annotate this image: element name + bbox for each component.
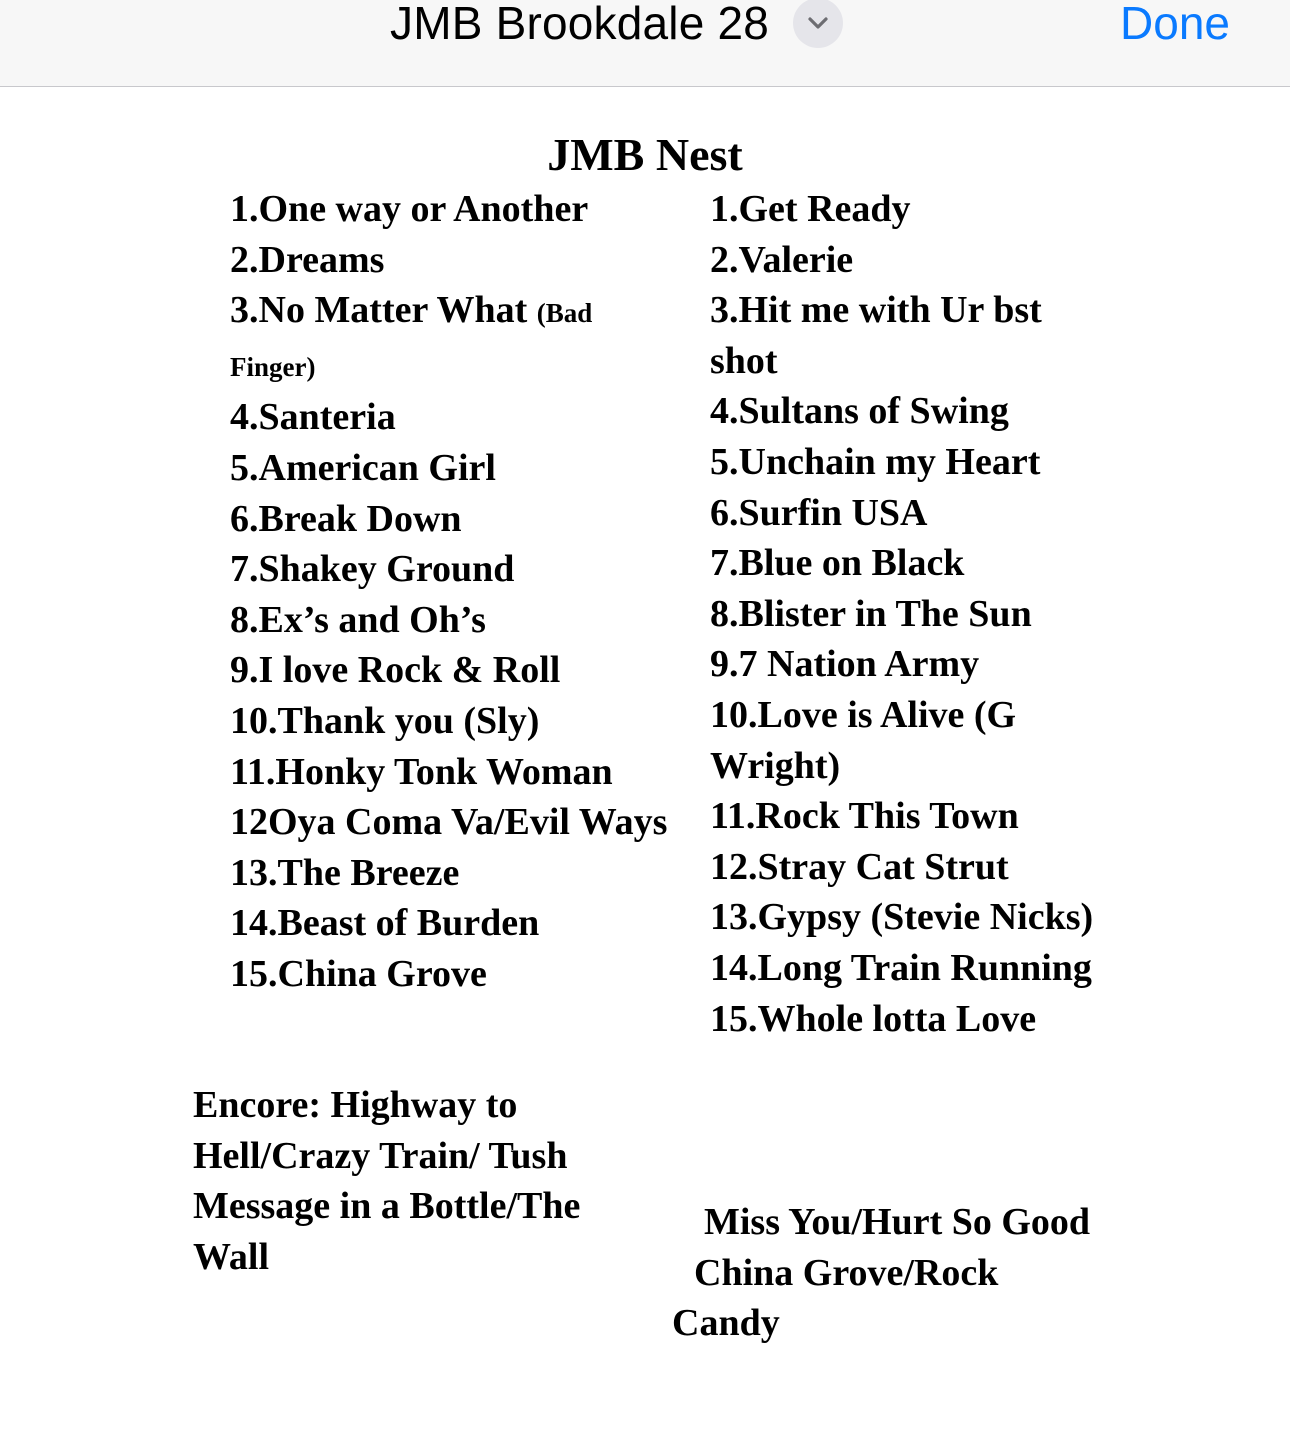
list-item: 1.Get Ready [710,188,911,230]
list-item: 2.Dreams [230,238,385,281]
list-item: 4.Sultans of Swing [710,390,1009,433]
list-item: 7.Shakey Ground [230,548,515,591]
list-item: 12.Stray Cat Strut [710,845,1009,888]
list-item: Miss You/Hurt So Good [704,1201,1091,1243]
navigation-bar [0,0,1290,87]
setlist-heading: JMB Nest [547,129,743,180]
list-item: 4.Santeria [230,396,396,439]
document-title[interactable]: JMB Brookdale 28 [390,0,770,49]
left-setlist [230,184,670,1000]
list-item: 3.Hit me with Ur bst shot [710,289,1042,382]
right-setlist [710,184,1100,1044]
list-item: 15.Whole lotta Love [710,997,1037,1040]
list-item: 9.I love Rock & Roll [230,649,561,692]
list-item: 1.One way or Another [230,188,589,230]
song-title: 3.No Matter What [230,289,528,332]
document-preview [0,87,1290,1452]
list-item: 9.7 Nation Army [710,643,980,686]
list-item: 6.Break Down [230,497,462,540]
list-item [230,285,670,392]
list-item: 11.Honky Tonk Woman [230,750,613,793]
done-button[interactable]: Done [1120,0,1230,49]
extra-songs [672,1197,1092,1349]
list-item: 12Oya Coma Va/Evil Ways [230,801,668,844]
list-item: 7.Blue on Black [710,542,965,585]
list-item: 2.Valerie [710,238,854,281]
list-item: China Grove/Rock Candy [672,1251,999,1345]
encore-text: Encore: Highway to Hell/Crazy Train/ Tush Message in a Bottle/The Wall [193,1084,581,1278]
list-item: 10.Love is Alive (G Wright) [710,693,1017,787]
title-menu[interactable] [390,0,843,58]
list-item: 13.Gypsy (Stevie Nicks) [710,896,1094,939]
list-item: 6.Surfin USA [710,491,928,534]
list-item: 8.Blister in The Sun [710,592,1032,635]
list-item: 5.Unchain my Heart [710,440,1041,483]
title-menu-button[interactable] [793,0,843,48]
list-item: 15.China Grove [230,952,487,995]
list-item: 5.American Girl [230,446,496,489]
list-item: 13.The Breeze [230,851,460,894]
list-item: 8.Ex’s and Oh’s [230,598,486,641]
list-item: 10.Thank you (Sly) [230,699,540,742]
list-item: 11.Rock This Town [710,795,1019,838]
chevron-down-icon [807,16,829,30]
song-note: (Bad Finger) [230,298,593,382]
list-item: 14.Beast of Burden [230,902,540,945]
list-item: 14.Long Train Running [710,946,1092,989]
